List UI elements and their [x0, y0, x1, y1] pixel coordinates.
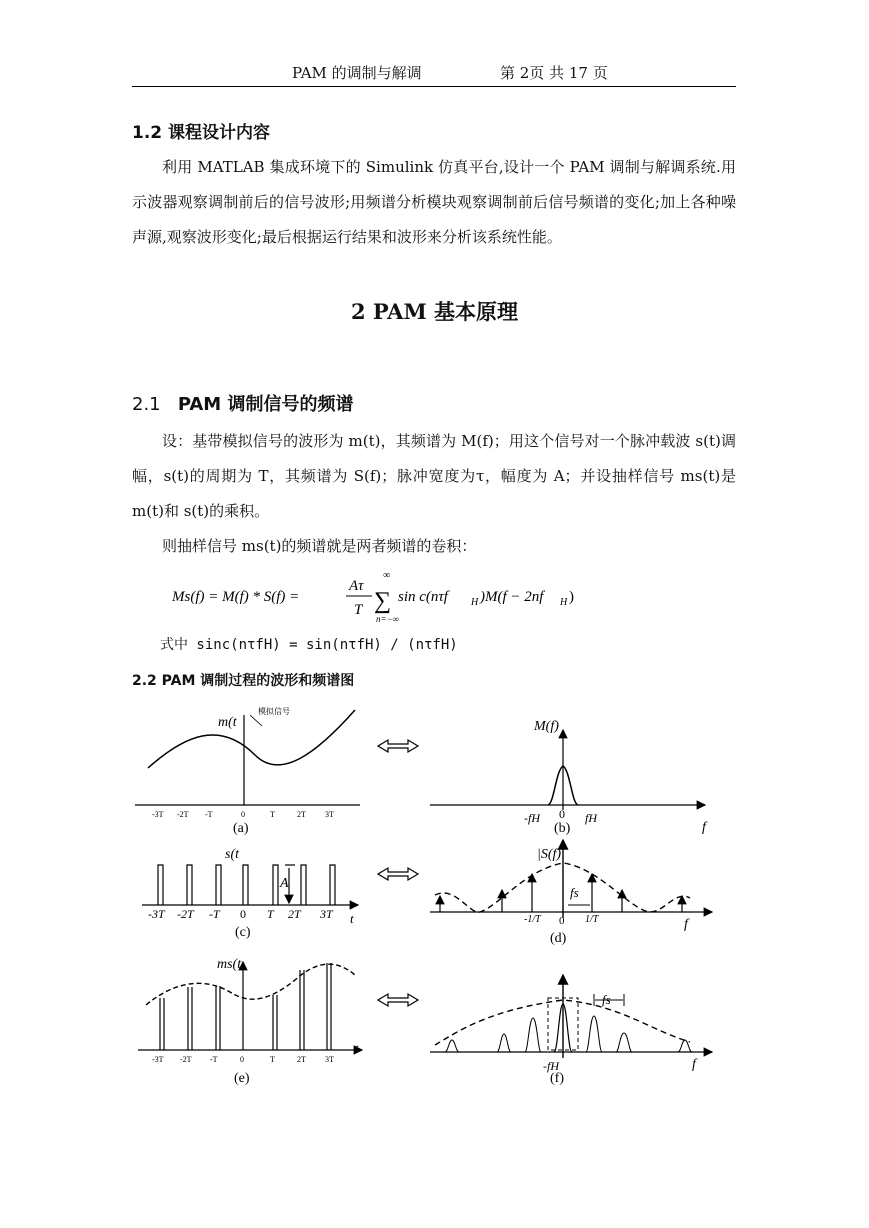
panel-e-tick: -T	[210, 1055, 218, 1064]
section-heading-1-2: 1.2 课程设计内容	[132, 123, 271, 143]
section-number: 2.1	[132, 394, 161, 415]
header-rule	[132, 86, 736, 87]
panel-a-tick: T	[270, 810, 275, 819]
panel-c-tick: 0	[240, 907, 246, 921]
formula-rhs: sin c(nτf	[398, 589, 448, 605]
double-arrow-icon	[378, 994, 418, 1006]
panel-c-signal-label: s(t	[225, 847, 239, 862]
panel-c-tick: T	[267, 907, 274, 921]
header-page: 第 2页 共 17 页	[500, 64, 608, 82]
panel-d-hi: 1/T	[585, 914, 599, 925]
panel-f-lo: -fH	[543, 1059, 559, 1073]
formula-sum-sign: ∑	[374, 588, 392, 614]
panel-a-note: 模拟信号	[258, 707, 290, 716]
formula	[172, 568, 592, 628]
panel-e-tick: 2T	[297, 1055, 306, 1064]
panel-c-tick: -T	[209, 907, 220, 921]
panel-e-tick: -3T	[152, 1055, 164, 1064]
panel-c-amp: A	[280, 876, 289, 891]
paragraph-definitions: 设：基带模拟信号的波形为 m(t)，其频谱为 M(f)；用这个信号对一个脉冲载波 s(t)调幅，s(t)的周期为 T，其频谱为 S(f)；脉冲宽度为τ，幅度为 A；并设抽样信号 ms(t)是 m(t)和 s(t)的乘积。	[132, 432, 736, 520]
formula-close-paren: )	[569, 589, 574, 605]
panel-f	[430, 975, 712, 1086]
formula-frac-num: Aτ	[349, 578, 364, 594]
panel-a-tick: -T	[205, 810, 213, 819]
formula-sub-1: H	[471, 597, 479, 608]
formula-rhs-2: )M(f − 2nf	[480, 589, 544, 605]
panel-a-tick: -2T	[177, 810, 189, 819]
panel-b-zero: 0	[559, 807, 565, 821]
panel-a-signal-label: m(t	[218, 715, 237, 730]
paragraph-course-content: 利用 MATLAB 集成环境下的 Simulink 仿真平台,设计一个 PAM 调制与解调系统.用示波器观察调制前后的信号波形;用频谱分析模块观察调制前后信号频谱的变化;加上各种噪声源,观察波形变化;最后根据运行结果和波形来分析该系统性能。	[132, 158, 736, 246]
panel-a-tick: 0	[241, 810, 245, 819]
section-heading-2-1	[132, 390, 353, 416]
panel-e-tick: T	[270, 1055, 275, 1064]
formula-lhs: Ms(f) = M(f) * S(f) =	[172, 589, 300, 605]
panel-b-signal-label: M(f)	[534, 719, 559, 734]
section-heading-2-2: 2.2 PAM 调制过程的波形和频谱图	[132, 673, 355, 689]
panel-b-hi: fH	[585, 811, 597, 825]
panel-d	[430, 840, 712, 946]
pam-figure	[130, 700, 750, 1100]
panel-a-tick: 3T	[325, 810, 334, 819]
panel-f-caption: (f)	[550, 1071, 564, 1086]
panel-a-tick: -3T	[152, 810, 164, 819]
panel-d-axis: f	[684, 917, 688, 932]
panel-a-caption: (a)	[233, 821, 249, 836]
panel-c-tick: 2T	[288, 907, 301, 921]
double-arrow-icon	[378, 868, 418, 880]
panel-b-caption: (b)	[554, 821, 571, 836]
panel-b-axis: f	[702, 820, 706, 835]
header-title: PAM 的调制与解调	[292, 64, 422, 82]
formula-where: 式中 sinc(nτfH) = sin(nτfH) / (nτfH)	[160, 637, 458, 653]
panel-d-signal-label: |S(f)	[537, 847, 562, 862]
panel-c-tick: 3T	[320, 907, 333, 921]
panel-b	[430, 719, 708, 836]
panel-c-axis: t	[350, 911, 354, 926]
formula-sub-2: H	[560, 597, 568, 608]
formula-frac-den: T	[354, 602, 363, 618]
section-title: PAM 调制信号的频谱	[177, 394, 354, 415]
chapter-heading-2: 2 PAM 基本原理	[350, 299, 519, 324]
panel-e-tick: 3T	[325, 1055, 334, 1064]
panel-c	[142, 865, 358, 905]
panel-d-caption: (d)	[550, 931, 567, 946]
panel-e	[138, 962, 362, 1050]
paragraph-convolution: 则抽样信号 ms(t)的频谱就是两者频谱的卷积：	[162, 537, 477, 555]
panel-f-fs: fs	[602, 992, 611, 1007]
panel-c-caption: (c)	[235, 925, 251, 940]
panel-e-tick: 0	[240, 1055, 244, 1064]
panel-c-tick: -2T	[177, 907, 194, 921]
panel-b-lo: -fH	[524, 811, 540, 825]
formula-sum-top: ∞	[383, 570, 391, 581]
panel-d-zero: 0	[559, 915, 565, 927]
panel-d-fs: fs	[570, 885, 579, 900]
panel-e-signal-label: ms(t	[217, 957, 242, 972]
panel-a	[135, 706, 360, 836]
panel-a-tick: 2T	[297, 810, 306, 819]
panel-f-axis: f	[692, 1057, 696, 1072]
panel-c-tick: -3T	[148, 907, 165, 921]
panel-d-lo: -1/T	[524, 914, 541, 925]
panel-e-tick: -2T	[180, 1055, 192, 1064]
formula-sum-bottom: n=−∞	[376, 614, 400, 624]
panel-e-axis: t	[355, 1041, 359, 1055]
panel-e-caption: (e)	[234, 1071, 250, 1086]
double-arrow-icon	[378, 740, 418, 752]
